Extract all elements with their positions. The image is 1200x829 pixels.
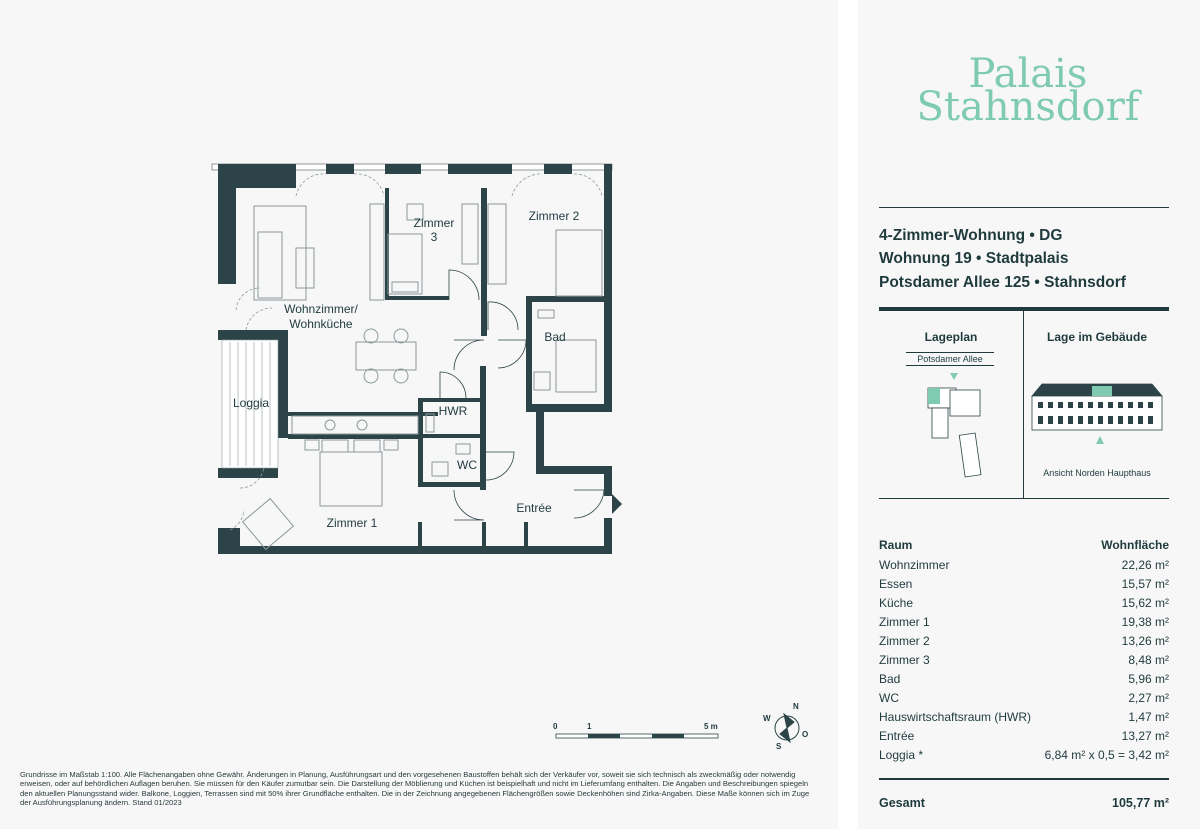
panel-divider bbox=[838, 0, 858, 829]
table-row bbox=[879, 669, 1169, 688]
rule-thick bbox=[879, 307, 1169, 311]
apartment-unit: Wohnung 19 • Stadtpalais bbox=[879, 250, 1069, 267]
logo-line2: Stahnsdorf bbox=[916, 84, 1140, 130]
wall-notch-v bbox=[536, 404, 544, 474]
wall-left-upper bbox=[218, 164, 236, 284]
compass-s: S bbox=[776, 742, 782, 751]
rule-top bbox=[879, 207, 1169, 208]
brand-logo bbox=[908, 51, 1148, 130]
room-name: Bad bbox=[879, 671, 901, 686]
room-name: Essen bbox=[879, 576, 913, 591]
room-area: 19,38 m² bbox=[1121, 614, 1169, 629]
room-label-zimmer2: Zimmer 2 bbox=[528, 209, 580, 223]
wall-notch-h bbox=[536, 466, 612, 474]
room-name: Wohnzimmer bbox=[879, 557, 950, 572]
table-row bbox=[879, 612, 1169, 631]
room-area: 6,84 m² x 0,5 = 3,42 m² bbox=[1044, 747, 1169, 762]
apartment-type: 4-Zimmer-Wohnung • DG bbox=[879, 227, 1063, 244]
table-row bbox=[879, 726, 1169, 745]
compass-w: W bbox=[763, 714, 771, 723]
wall-bad-bottom bbox=[526, 404, 612, 412]
table-row bbox=[879, 745, 1169, 764]
room-area: 13,27 m² bbox=[1121, 728, 1169, 743]
room-name: Entrée bbox=[879, 728, 915, 743]
room-area: 22,26 m² bbox=[1121, 557, 1169, 572]
wall-right-low2 bbox=[604, 518, 612, 554]
site-plan bbox=[920, 370, 992, 482]
scale-label-1: 1 bbox=[587, 722, 592, 731]
room-name: Zimmer 2 bbox=[879, 633, 930, 648]
rule-total bbox=[879, 778, 1169, 780]
total-value: 105,77 m² bbox=[1112, 796, 1169, 810]
total-row bbox=[879, 796, 1169, 810]
wall-right-top bbox=[604, 164, 612, 412]
room-name: Zimmer 3 bbox=[879, 652, 930, 667]
room-area: 2,27 m² bbox=[1128, 690, 1169, 705]
building-elevation bbox=[1030, 378, 1164, 446]
room-name: Zimmer 1 bbox=[879, 614, 930, 629]
compass-o: O bbox=[802, 730, 809, 739]
panels-divider bbox=[1023, 311, 1024, 498]
room-label-loggia: Loggia bbox=[232, 396, 270, 410]
lageplan-title: Lageplan bbox=[924, 330, 978, 344]
table-row bbox=[879, 631, 1169, 650]
wall-top-2 bbox=[326, 164, 354, 174]
table-row bbox=[879, 650, 1169, 669]
wall-bottom bbox=[218, 546, 612, 554]
table-row bbox=[879, 688, 1169, 707]
wall-left-low bbox=[218, 468, 278, 478]
room-area: 15,57 m² bbox=[1121, 576, 1169, 591]
room-label-bad: Bad bbox=[544, 330, 566, 344]
room-area: 8,48 m² bbox=[1128, 652, 1169, 667]
lage-title: Lage im Gebäude bbox=[1046, 330, 1148, 344]
scale-label-0: 0 bbox=[553, 722, 558, 731]
header-room: Raum bbox=[879, 538, 913, 552]
room-area: 1,47 m² bbox=[1128, 709, 1169, 724]
table-row bbox=[879, 707, 1169, 726]
room-area-table bbox=[879, 535, 1169, 764]
room-label-wohnzimmer: Wohnzimmer/ Wohnküche bbox=[284, 302, 358, 331]
rule-panels-bottom bbox=[879, 498, 1169, 499]
room-name: Loggia * bbox=[879, 747, 924, 762]
wall-top-5 bbox=[544, 164, 572, 174]
wall-bad-box bbox=[526, 296, 612, 302]
apartment-address: Potsdamer Allee 125 • Stahnsdorf bbox=[879, 274, 1126, 291]
room-label-zimmer3: Zimmer 3 bbox=[413, 216, 455, 244]
room-area: 15,62 m² bbox=[1121, 595, 1169, 610]
wall-right-low bbox=[604, 466, 612, 496]
wall-bad-left bbox=[526, 296, 532, 406]
disclaimer-text: Grundrisse im Maßstab 1:100. Alle Flächenangaben ohne Gewähr. Änderungen in Planung, Ausführungsart und den vorgesehenen Baustoffen behält sich der Verkäufer vor, soweit sie sich technisch als zweckmäßig oder notwendig erweisen, oder auf behördlichen Auflagen beruhen. Sie müssen für den Käufer zumutbar sein. Die Darstellung der Möblierung und Küchen ist beispielhaft und nicht im Lieferumfang enthalten. Die Angaben und Beschreibungen spiegeln den aktuellen Planungsstand wider. Balkone, Loggien, Terrassen sind mit 50% ihrer Grundfläche enthalten. Die in der Zeichnung angegebenen Flächengrößen sowie Deckenhöhen sind Zirka-Angaben. Diese Maße können sich im Zuge der Ausführungsplanung ändern. Stand 01/2023 bbox=[20, 770, 810, 807]
room-label-hwr: HWR bbox=[438, 404, 468, 418]
wall-top-3 bbox=[385, 164, 421, 174]
table-row bbox=[879, 593, 1169, 612]
table-header bbox=[879, 535, 1169, 555]
room-name: Hauswirtschaftsraum (HWR) bbox=[879, 709, 1032, 724]
room-label-entree: Entrée bbox=[516, 501, 552, 515]
table-row bbox=[879, 555, 1169, 574]
room-name: WC bbox=[879, 690, 899, 705]
room-area: 13,26 m² bbox=[1121, 633, 1169, 648]
logo-line1: Palais bbox=[968, 51, 1088, 97]
room-label-zimmer1: Zimmer 1 bbox=[326, 516, 378, 530]
lage-caption: Ansicht Norden Haupthaus bbox=[1043, 468, 1151, 478]
wall-left-mid bbox=[218, 330, 278, 340]
room-name: Küche bbox=[879, 595, 914, 610]
entrance-marker bbox=[612, 494, 622, 514]
room-area: 5,96 m² bbox=[1128, 671, 1169, 686]
scale-label-5: 5 m bbox=[704, 722, 718, 731]
room-label-wc: WC bbox=[457, 458, 477, 472]
wall-top-4 bbox=[448, 164, 512, 174]
total-label: Gesamt bbox=[879, 796, 925, 810]
compass bbox=[775, 714, 799, 742]
scale-bar bbox=[556, 734, 718, 738]
table-row bbox=[879, 574, 1169, 593]
header-area: Wohnfläche bbox=[1101, 538, 1169, 552]
wall-left-mid2 bbox=[278, 330, 288, 412]
compass-n: N bbox=[793, 702, 799, 711]
lageplan-street: Potsdamer Allee bbox=[906, 352, 994, 366]
